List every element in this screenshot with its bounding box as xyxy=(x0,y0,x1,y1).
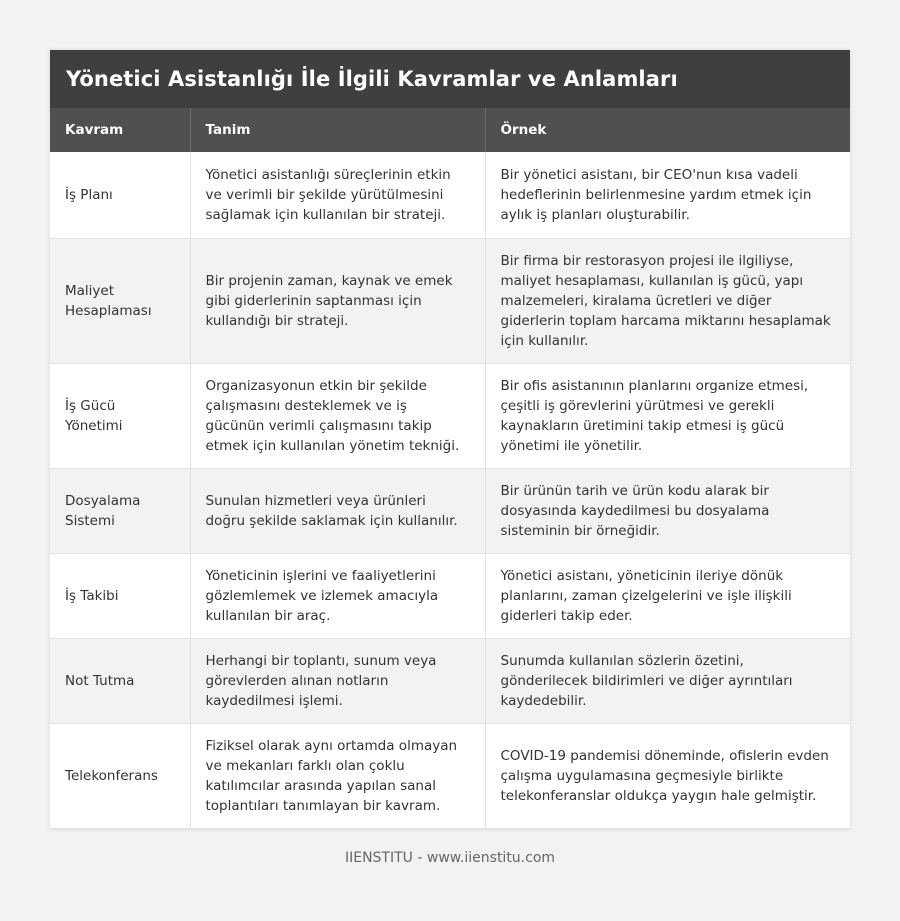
table-row xyxy=(50,723,850,828)
cell-ornek: Sunumda kullanılan sözlerin özetini, gönderilecek bildirimleri ve diğer ayrıntıları kaydedebilir. xyxy=(485,638,850,723)
cell-kavram: Maliyet Hesaplaması xyxy=(50,238,190,363)
cell-ornek: COVID-19 pandemisi döneminde, ofislerin evden çalışma uygulamasına geçmesiyle birlikte telekonferanslar oldukça yaygın hale gelmiştir. xyxy=(485,723,850,828)
cell-kavram: İş Planı xyxy=(50,152,190,238)
table-header xyxy=(50,108,850,152)
table-row xyxy=(50,238,850,363)
cell-ornek: Bir yönetici asistanı, bir CEO'nun kısa vadeli hedeflerinin belirlenmesine yardım etmek için aylık iş planları oluşturabilir. xyxy=(485,152,850,238)
cell-ornek: Yönetici asistanı, yöneticinin ileriye dönük planlarını, zaman çizelgelerini ve işle ilişkili giderleri takip eder. xyxy=(485,553,850,638)
cell-kavram: Not Tutma xyxy=(50,638,190,723)
cell-tanim: Bir projenin zaman, kaynak ve emek gibi giderlerinin saptanması için kullandığı bir strateji. xyxy=(190,238,485,363)
table-row xyxy=(50,553,850,638)
table-body xyxy=(50,152,850,828)
cell-tanim: Yönetici asistanlığı süreçlerinin etkin ve verimli bir şekilde yürütülmesini sağlamak için kullanılan bir strateji. xyxy=(190,152,485,238)
page-title: Yönetici Asistanlığı İle İlgili Kavramlar ve Anlamları xyxy=(66,67,678,91)
cell-ornek: Bir ürünün tarih ve ürün kodu alarak bir dosyasında kaydedilmesi bu dosyalama sisteminin bir örneğidir. xyxy=(485,468,850,553)
cell-kavram: İş Takibi xyxy=(50,553,190,638)
concepts-card xyxy=(50,50,850,829)
column-header-tanim: Tanim xyxy=(190,108,485,152)
table-row xyxy=(50,638,850,723)
cell-tanim: Herhangi bir toplantı, sunum veya görevlerden alınan notların kaydedilmesi işlemi. xyxy=(190,638,485,723)
cell-tanim: Sunulan hizmetleri veya ürünleri doğru şekilde saklamak için kullanılır. xyxy=(190,468,485,553)
concepts-table xyxy=(50,108,850,829)
cell-ornek: Bir firma bir restorasyon projesi ile ilgiliyse, maliyet hesaplaması, kullanılan iş gücü, yapı malzemeleri, kiralama ücretleri ve diğer giderlerin toplam harcama miktarını hesaplamak için kullanılır. xyxy=(485,238,850,363)
table-row xyxy=(50,468,850,553)
header-row xyxy=(50,108,850,152)
cell-tanim: Yöneticinin işlerini ve faaliyetlerini gözlemlemek ve izlemek amacıyla kullanılan bir araç. xyxy=(190,553,485,638)
column-header-kavram: Kavram xyxy=(50,108,190,152)
footer-credit: IIENSTITU - www.iienstitu.com xyxy=(344,850,556,866)
cell-tanim: Organizasyonun etkin bir şekilde çalışmasını desteklemek ve iş gücünün verimli çalışmasını takip etmek için kullanılan yönetim tekniği. xyxy=(190,363,485,468)
cell-ornek: Bir ofis asistanının planlarını organize etmesi, çeşitli iş görevlerini yürütmesi ve gerekli kaynakların üretimini takip etmesi iş gücü yönetimi ile yönetilir. xyxy=(485,363,850,468)
column-header-ornek: Örnek xyxy=(485,108,850,152)
title-bar xyxy=(50,50,850,108)
cell-kavram: Dosyalama Sistemi xyxy=(50,468,190,553)
cell-tanim: Fiziksel olarak aynı ortamda olmayan ve mekanları farklı olan çoklu katılımcılar arasında yapılan sanal toplantıları tanımlayan bir kavram. xyxy=(190,723,485,828)
cell-kavram: İş Gücü Yönetimi xyxy=(50,363,190,468)
table-row xyxy=(50,152,850,238)
cell-kavram: Telekonferans xyxy=(50,723,190,828)
table-row xyxy=(50,363,850,468)
